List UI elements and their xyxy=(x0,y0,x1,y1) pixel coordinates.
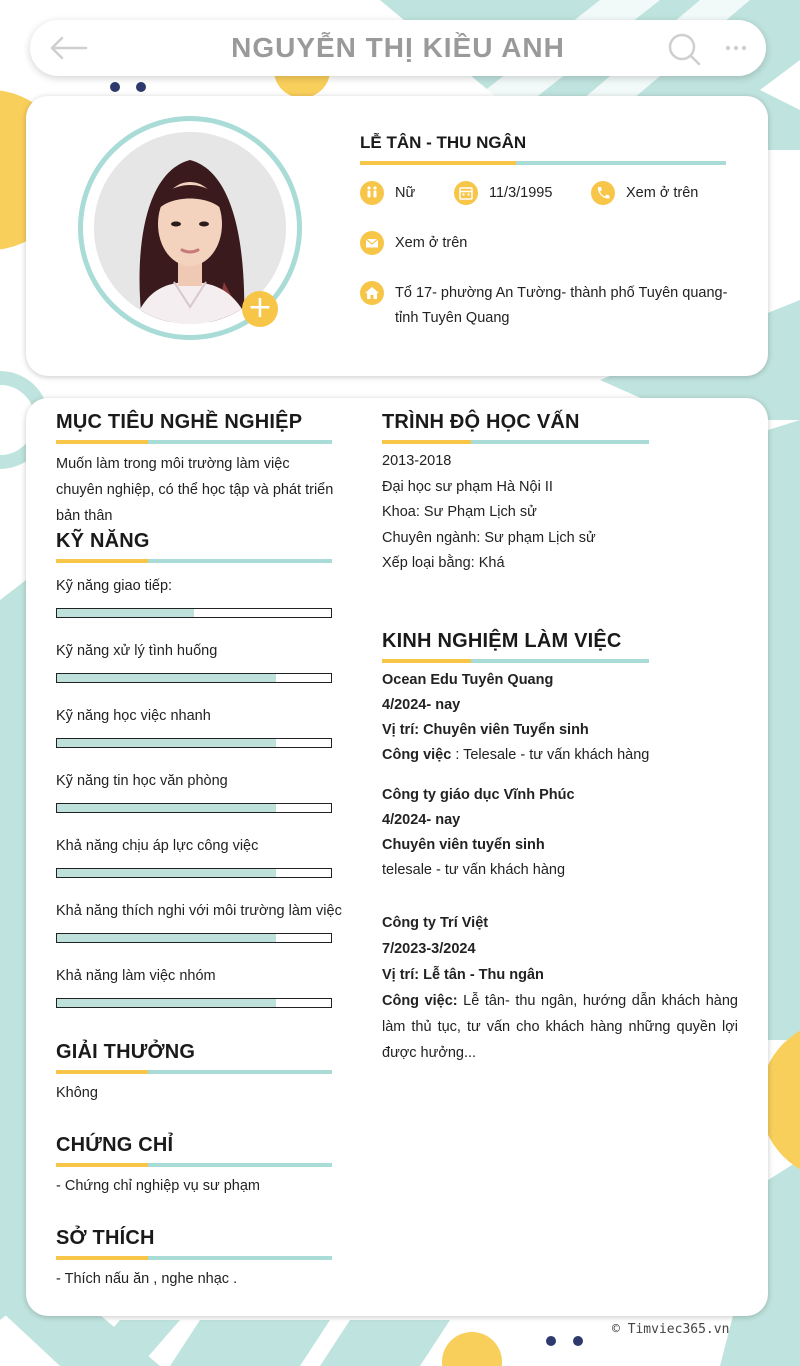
skill-bar xyxy=(56,673,332,683)
job-period: 4/2024- nay xyxy=(382,697,461,713)
skill-bar-fill xyxy=(57,674,276,682)
skill-bar xyxy=(56,998,332,1008)
birthday-row xyxy=(454,181,552,206)
hobbies-underline xyxy=(56,1256,332,1260)
skill-bar-fill xyxy=(57,869,276,877)
job-duty xyxy=(382,988,738,1066)
skill-label: Kỹ năng xử lý tình huống xyxy=(56,643,218,659)
education-line: 2013-2018 xyxy=(382,453,452,469)
skill-bar xyxy=(56,803,332,813)
skills-title: KỸ NĂNG xyxy=(56,530,150,552)
job-duty-label: Công việc xyxy=(382,747,452,763)
resume-body-card xyxy=(26,398,768,1316)
skill-label: Kỹ năng học việc nhanh xyxy=(56,708,211,724)
education-title: TRÌNH ĐỘ HỌC VẤN xyxy=(382,411,580,433)
calendar-icon xyxy=(454,181,478,205)
objective-title: MỤC TIÊU NGHỀ NGHIỆP xyxy=(56,411,303,433)
skill-bar xyxy=(56,608,332,618)
job-company: Ocean Edu Tuyên Quang xyxy=(382,672,554,688)
add-photo-button[interactable]: + xyxy=(242,291,278,327)
skill-label: Khả năng thích nghi với môi trường làm việc xyxy=(56,903,342,919)
job-duty-text: Lễ tân- thu ngân, hướng dẫn khách hàng làm thủ tục, tư vấn cho khách hàng những quyền lợi được hưởng... xyxy=(382,993,738,1061)
job-period: 7/2023-3/2024 xyxy=(382,941,476,957)
gender-value: Nữ xyxy=(395,185,416,201)
awards-text: Không xyxy=(56,1085,98,1101)
address-value: Tổ 17- phường An Tường- thành phố Tuyên quang- tỉnh Tuyên Quang xyxy=(395,285,728,326)
job-position: Vị trí: Lễ tân - Thu ngân xyxy=(382,967,544,983)
job-duty-label: Công việc: xyxy=(382,993,458,1009)
skill-label: Kỹ năng tin học văn phòng xyxy=(56,773,228,789)
experience-title: KINH NGHIỆM LÀM VIỆC xyxy=(382,630,622,652)
education-line: Xếp loại bằng: Khá xyxy=(382,555,505,571)
job-duty-text: : Telesale - tư vấn khách hàng xyxy=(451,747,650,763)
job-duty xyxy=(382,743,738,768)
email-row xyxy=(360,231,467,256)
skill-label: Khả năng làm việc nhóm xyxy=(56,968,216,984)
objective-underline xyxy=(56,440,332,444)
skill-bar xyxy=(56,933,332,943)
skill-bar-fill xyxy=(57,739,276,747)
education-line: Khoa: Sư Phạm Lịch sử xyxy=(382,504,537,520)
footer-copyright: © Timviec365.vn xyxy=(612,1322,730,1337)
education-line: Chuyên ngành: Sư phạm Lịch sử xyxy=(382,529,596,546)
skill-bar xyxy=(56,868,332,878)
skill-bar-fill xyxy=(57,609,194,617)
objective-text: Muốn làm trong môi trường làm việc chuyên nghiệp, có thể học tập và phát triển bản thân xyxy=(56,456,334,524)
awards-title: GIẢI THƯỞNG xyxy=(56,1041,196,1063)
skill-bar xyxy=(56,738,332,748)
job-duty-text: telesale - tư vấn khách hàng xyxy=(382,862,566,878)
gender-icon xyxy=(360,181,384,205)
address-row xyxy=(360,281,744,331)
job-period: 4/2024- nay xyxy=(382,812,461,828)
email-icon xyxy=(360,231,384,255)
hobbies-text: - Thích nấu ăn , nghe nhạc . xyxy=(56,1271,238,1287)
education-underline xyxy=(382,440,649,444)
skill-label: Khả năng chịu áp lực công việc xyxy=(56,838,259,854)
more-icon[interactable] xyxy=(724,40,748,56)
top-bar xyxy=(30,20,766,76)
profile-card xyxy=(26,96,768,376)
awards-underline xyxy=(56,1070,332,1074)
birthday-value: 11/3/1995 xyxy=(489,185,553,201)
job-entry xyxy=(382,783,738,883)
certificates-text: - Chứng chỉ nghiệp vụ sư phạm xyxy=(56,1178,260,1194)
skill-bar-fill xyxy=(57,804,276,812)
skill-label: Kỹ năng giao tiếp: xyxy=(56,578,173,594)
phone-icon xyxy=(591,181,615,205)
phone-value: Xem ở trên xyxy=(626,185,699,201)
certificates-title: CHỨNG CHỈ xyxy=(56,1134,174,1156)
job-entry xyxy=(382,910,738,1066)
phone-row xyxy=(591,181,698,206)
hobbies-title: SỞ THÍCH xyxy=(56,1227,155,1249)
search-icon[interactable] xyxy=(666,31,702,67)
job-company: Công ty giáo dục Vĩnh Phúc xyxy=(382,787,575,803)
job-title: LỄ TÂN - THU NGÂN xyxy=(360,133,527,152)
education-details xyxy=(382,449,596,577)
job-position: Chuyên viên tuyển sinh xyxy=(382,837,545,853)
candidate-name: NGUYỄN THỊ KIỀU ANH xyxy=(231,32,565,63)
email-value: Xem ở trên xyxy=(395,235,468,251)
gender-row xyxy=(360,181,415,206)
job-entry xyxy=(382,668,738,768)
certificates-underline xyxy=(56,1163,332,1167)
job-company: Công ty Trí Việt xyxy=(382,915,489,931)
skill-bar-fill xyxy=(57,934,276,942)
skill-bar-fill xyxy=(57,999,276,1007)
skills-underline xyxy=(56,559,332,563)
education-line: Đại học sư phạm Hà Nội II xyxy=(382,478,553,495)
home-icon xyxy=(360,281,384,305)
job-position: Vị trí: Chuyên viên Tuyển sinh xyxy=(382,722,589,738)
experience-underline xyxy=(382,659,649,663)
job-title-underline xyxy=(360,161,726,165)
